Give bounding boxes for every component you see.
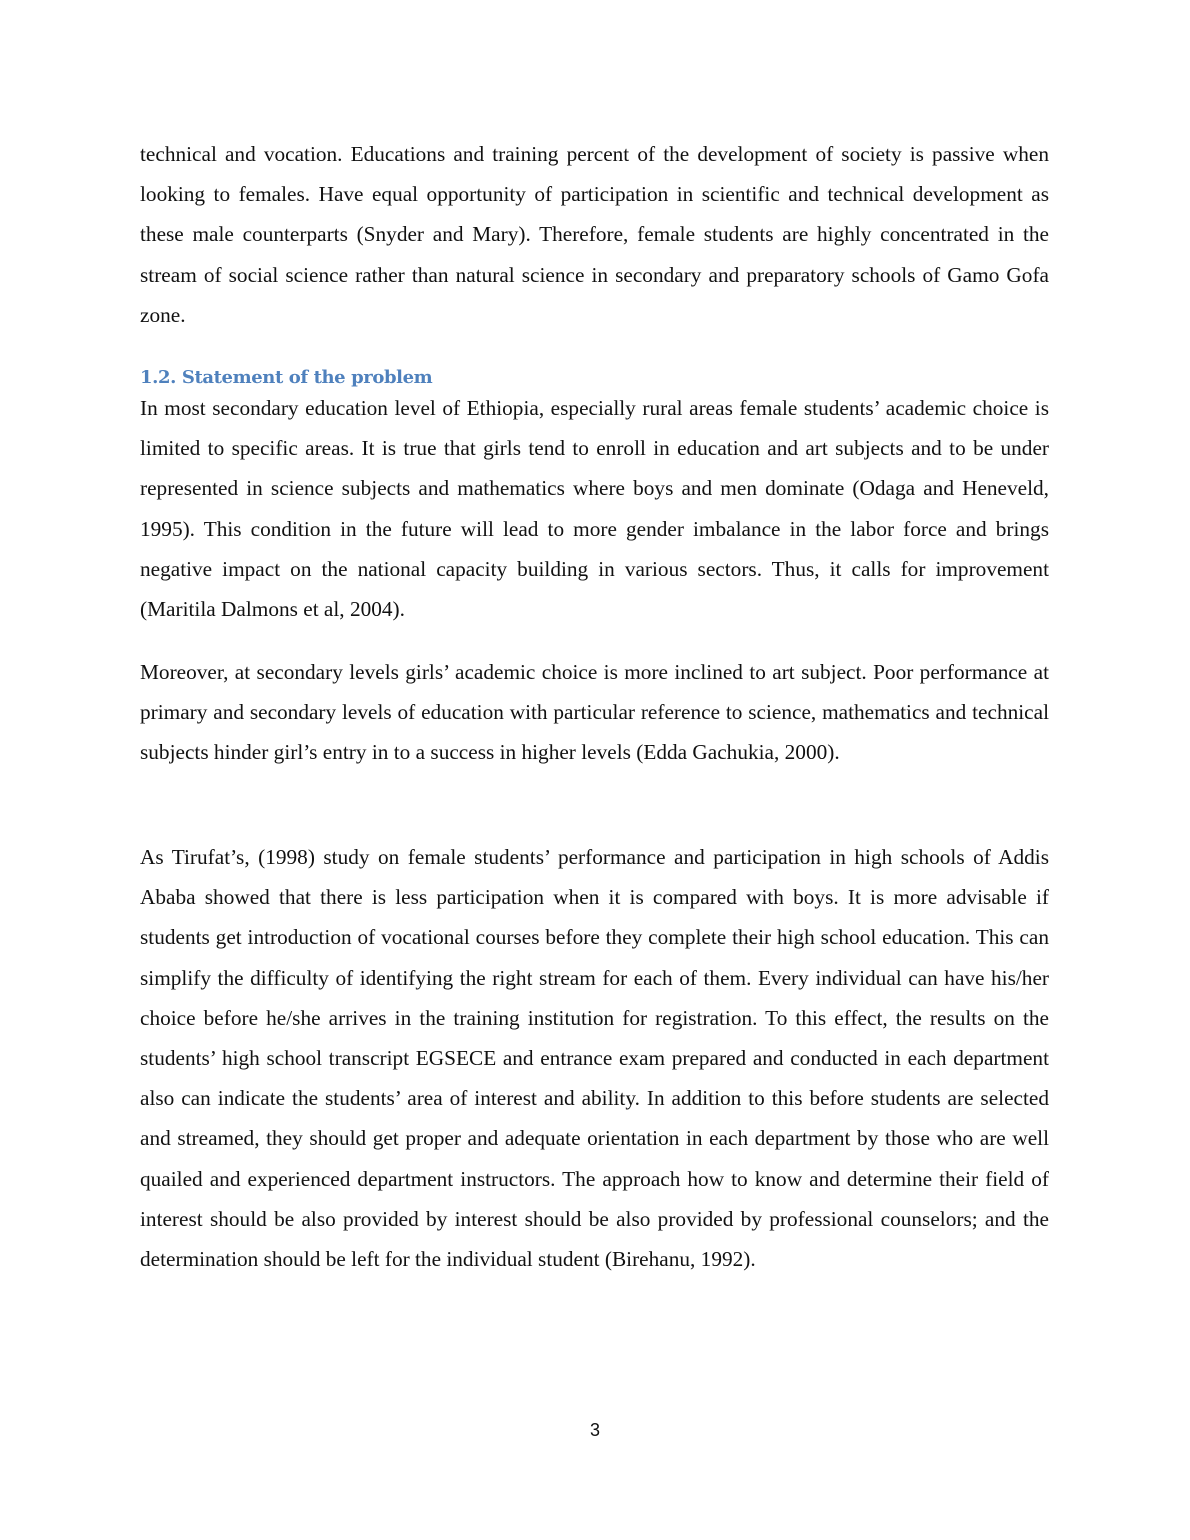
section-heading: 1.2. Statement of the problem — [140, 367, 433, 388]
body-paragraph: In most secondary education level of Ethiopia, especially rural areas female students’ academic choice is limited to specific areas. It is true that girls tend to enroll in education and art subjects and to be under represented in science subjects and mathematics where boys and men dominate (Odaga and Heneveld, 1995). This condition in the future will lead to more gender imbalance in the labor force and brings negative impact on the national capacity building in various sectors. Thus, it calls for improvement (Maritila Dalmons et al, 2004). — [140, 396, 1049, 622]
page-number: 3 — [589, 1420, 600, 1440]
body-paragraph: Moreover, at secondary levels girls’ academic choice is more inclined to art subject. Poor performance at primary and secondary levels of education with particular reference to science, mathematics and technical subjects hinder girl’s entry in to a success in higher levels (Edda Gachukia, 2000). — [140, 660, 1049, 765]
body-paragraph: As Tirufat’s, (1998) study on female students’ performance and participation in high schools of Addis Ababa showed that there is less participation when it is compared with boys. It is more advisable if students get introduction of vocational courses before they complete their high school education. This can simplify the difficulty of identifying the right stream for each of them. Every individual can have his/her choice before he/she arrives in the training institution for registration. To this effect, the results on the students’ high school transcript EGSECE and entrance exam prepared and conducted in each department also can indicate the students’ area of interest and ability. In addition to this before students are selected and streamed, they should get proper and adequate orientation in each department by those who are well quailed and experienced department instructors. The approach how to know and determine their field of interest should be also provided by interest should be also provided by professional counselors; and the determination should be left for the individual student (Birehanu, 1992). — [140, 845, 1049, 1272]
body-paragraph: technical and vocation. Educations and training percent of the development of society is passive when looking to females. Have equal opportunity of participation in scientific and technical development as these male counterparts (Snyder and Mary). Therefore, female students are highly concentrated in the stream of social science rather than natural science in secondary and preparatory schools of Gamo Gofa zone. — [140, 142, 1049, 327]
